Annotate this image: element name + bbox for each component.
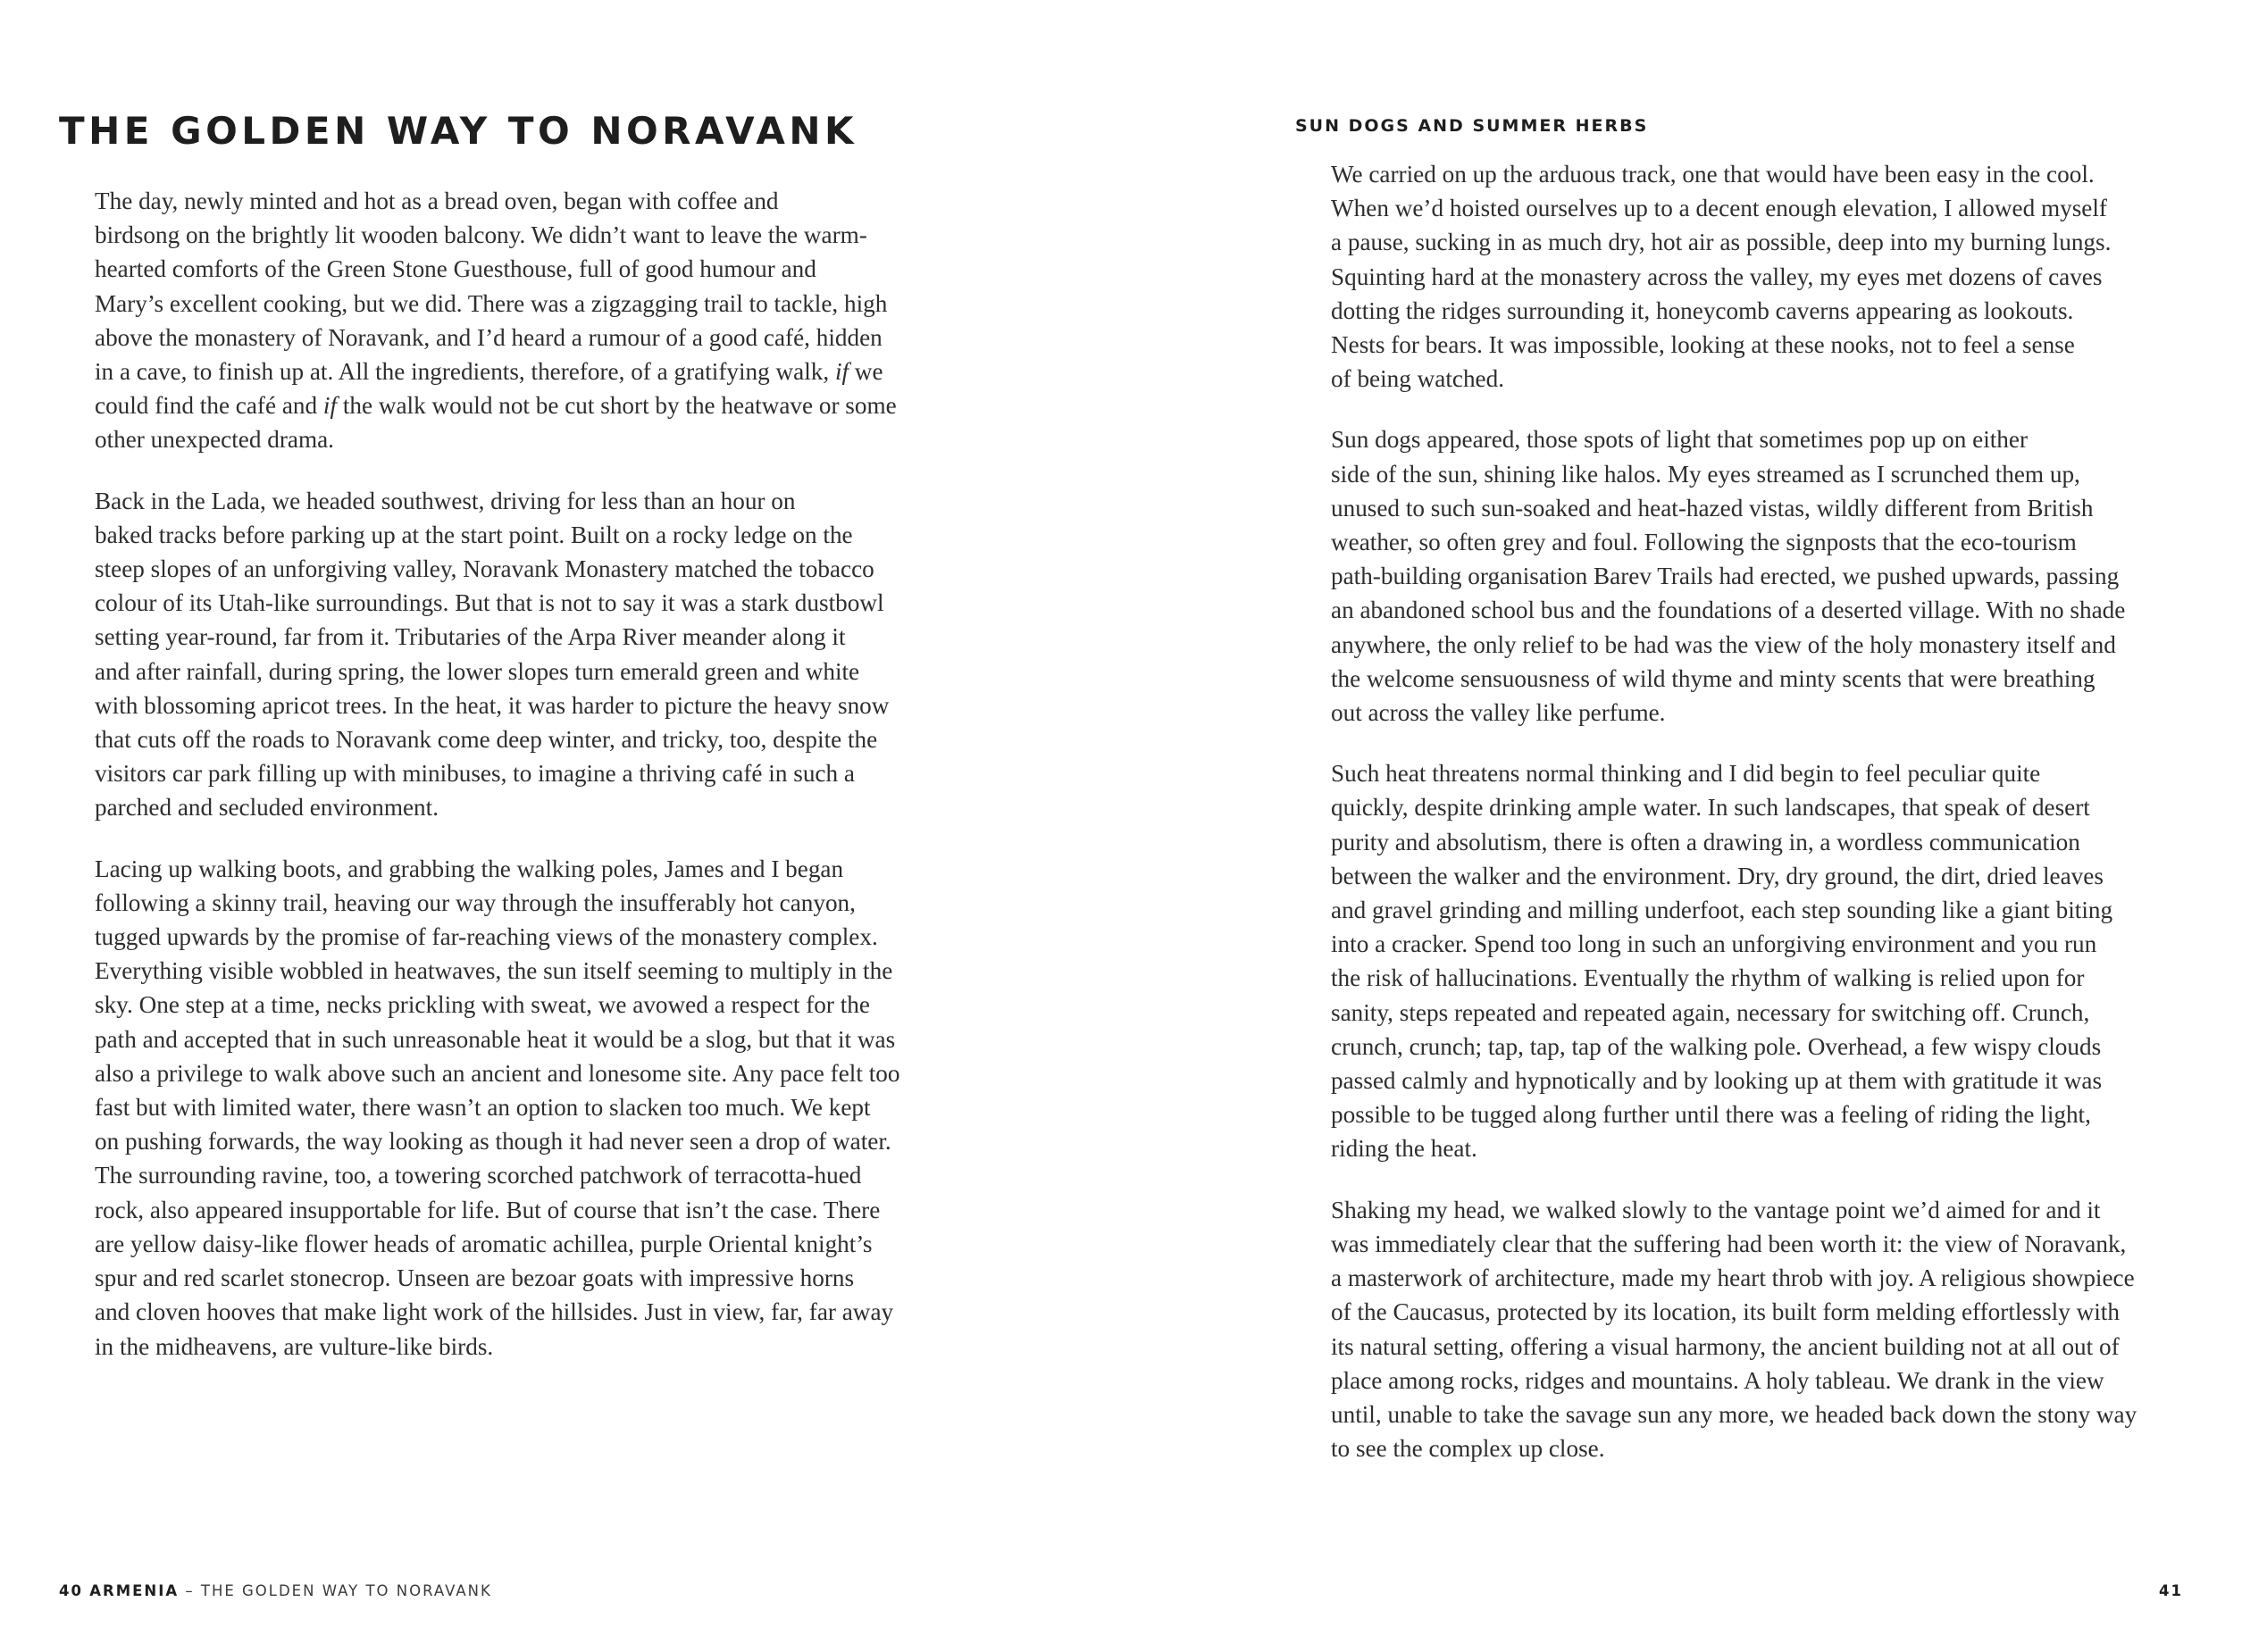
text-line: steep slopes of an unforgiving valley, Noravank Monastery matched the tobacco (95, 555, 874, 583)
text-line: into a cracker. Spend too long in such an unforgiving environment and you run (1331, 930, 2097, 958)
text-line: place among rocks, ridges and mountains. A holy tableau. We drank in the view (1331, 1366, 2104, 1394)
text-line: the welcome sensuousness of wild thyme and minty scents that were breathing (1331, 664, 2096, 692)
text-line: with blossoming apricot trees. In the heat, it was harder to picture the heavy snow (95, 691, 890, 719)
page-number: 40 (59, 1582, 83, 1599)
italic-word: if (322, 392, 338, 420)
text-line: Back in the Lada, we headed southwest, driving for less than an hour on (95, 487, 796, 514)
text-line (59, 388, 952, 422)
text-line: and after rainfall, during spring, the lower slopes turn emerald green and white (95, 657, 860, 685)
text-line: parched and secluded environment. (95, 794, 439, 822)
left-body-text (59, 184, 952, 1390)
chapter-title: THE GOLDEN WAY TO NORAVANK (59, 109, 858, 153)
text-line: purity and absolutism, there is often a drawing in, a wordless communication (1331, 828, 2080, 855)
paragraph (59, 184, 952, 457)
text-line: and gravel grinding and milling underfoot, each step sounding like a giant biting (1331, 897, 2113, 924)
text-line: sky. One step at a time, necks prickling with sweat, we avowed a respect for the (95, 991, 870, 1019)
text-line: birdsong on the brightly lit wooden balcony. We didn’t want to leave the warm- (95, 221, 867, 249)
text-line: Shaking my head, we walked slowly to the vantage point we’d aimed for and it (1331, 1196, 2101, 1223)
page-number: 41 (2159, 1582, 2183, 1599)
footer-separator: – (179, 1582, 201, 1599)
text-line: was immediately clear that the suffering had been worth it: the view of Noravank, (1331, 1230, 2127, 1257)
paragraph (59, 484, 952, 825)
text-line: riding the heat. (1331, 1135, 1477, 1163)
paragraph (1295, 1193, 2188, 1466)
text-line: are yellow daisy-like flower heads of aromatic achillea, purple Oriental knight’s (95, 1230, 873, 1257)
text-line: Such heat threatens normal thinking and I did begin to feel peculiar quite (1331, 760, 2041, 788)
text-line: its natural setting, offering a visual harmony, the ancient building not at all out of (1331, 1332, 2120, 1360)
text-line: in the midheavens, are vulture-like birds. (95, 1332, 494, 1360)
text-line: possible to be tugged along further until there was a feeling of riding the light, (1331, 1101, 2091, 1129)
text-line: of the Caucasus, protected by its location, its built form melding effortlessly with (1331, 1298, 2120, 1326)
text-line: that cuts off the roads to Noravank come deep winter, and tricky, too, despite the (95, 726, 878, 754)
footer-chapter: THE GOLDEN WAY TO NORAVANK (200, 1582, 492, 1599)
footer-country: ARMENIA (89, 1582, 180, 1599)
text-line: side of the sun, shining like halos. My eyes streamed as I scrunched them up, (1331, 460, 2080, 488)
text-line: When we’d hoisted ourselves up to a decent enough elevation, I allowed myself (1331, 195, 2107, 222)
text-line: following a skinny trail, heaving our way through the insufferably hot canyon, (95, 889, 856, 916)
text-line: The surrounding ravine, too, a towering scorched patchwork of terracotta-hued (95, 1162, 862, 1189)
text-line: Sun dogs appeared, those spots of light that sometimes pop up on either (1331, 426, 2029, 454)
right-page (1121, 0, 2242, 1652)
text-line: above the monastery of Noravank, and I’d heard a rumour of a good café, hidden (95, 323, 883, 351)
text-segment: in a cave, to finish up at. All the ingredients, therefore, of a gratifying walk, (95, 358, 835, 386)
text-line: a pause, sucking in as much dry, hot air as possible, deep into my burning lungs. (1331, 229, 2112, 256)
text-line: to see the complex up close. (1331, 1435, 1605, 1463)
page-footer-left (59, 1582, 492, 1599)
text-line (59, 355, 952, 388)
paragraph (59, 852, 952, 1364)
text-line: of being watched. (1331, 365, 1505, 393)
text-line: Lacing up walking boots, and grabbing the walking poles, James and I began (95, 855, 844, 882)
text-line: out across the valley like perfume. (1331, 699, 1666, 727)
text-line: We carried on up the arduous track, one that would have been easy in the cool. (1331, 161, 2095, 188)
text-line: sanity, steps repeated and repeated again, necessary for switching off. Crunch, (1331, 998, 2090, 1026)
text-line: unused to such sun-soaked and heat-hazed vistas, wildly different from British (1331, 494, 2094, 521)
text-line: fast but with limited water, there wasn’t an option to slacken too much. We kept (95, 1094, 871, 1122)
text-line: an abandoned school bus and the foundations of a deserted village. With no shade (1331, 597, 2126, 624)
text-line: anywhere, the only relief to be had was the view of the holy monastery itself and (1331, 630, 2116, 658)
text-line: crunch, crunch; tap, tap, tap of the walking pole. Overhead, a few wispy clouds (1331, 1032, 2102, 1060)
text-line: tugged upwards by the promise of far-reaching views of the monastery complex. (95, 923, 878, 951)
text-line: The day, newly minted and hot as a bread oven, began with coffee and (95, 188, 779, 214)
text-line: dotting the ridges surrounding it, honeycomb caverns appearing as lookouts. (1331, 296, 2074, 324)
text-line: Everything visible wobbled in heatwaves, the sun itself seeming to multiply in the (95, 957, 893, 985)
text-line: a masterwork of architecture, made my heart throb with joy. A religious showpiece (1331, 1264, 2135, 1292)
text-line: colour of its Utah-like surroundings. But that is not to say it was a stark dustbowl (95, 589, 884, 617)
text-line: rock, also appeared insupportable for life. But of course that isn’t the case. There (95, 1196, 881, 1223)
text-line: quickly, despite drinking ample water. In such landscapes, that speak of desert (1331, 794, 2090, 822)
text-line: and cloven hooves that make light work of the hillsides. Just in view, far, far away (95, 1298, 894, 1326)
text-line: passed calmly and hypnotically and by looking up at them with gratitude it was (1331, 1067, 2103, 1095)
text-line: Nests for bears. It was impossible, looking at these nooks, not to feel a sense (1331, 331, 2075, 359)
text-line: setting year-round, far from it. Tributaries of the Arpa River meander along it (95, 623, 846, 651)
paragraph (1295, 157, 2188, 396)
text-line: path-building organisation Barev Trails had erected, we pushed upwards, passing (1331, 563, 2120, 590)
right-body-text (1295, 157, 2188, 1492)
text-line: visitors car park filling up with minibuses, to imagine a thriving café in such a (95, 760, 855, 788)
text-segment: could find the café and (95, 392, 323, 420)
text-segment: we (849, 358, 883, 386)
text-line: Squinting hard at the monastery across the valley, my eyes met dozens of caves (1331, 263, 2103, 290)
text-line: baked tracks before parking up at the start point. Built on a rocky ledge on the (95, 521, 853, 548)
text-line: weather, so often grey and foul. Following the signposts that the eco-tourism (1331, 529, 2077, 556)
text-line: path and accepted that in such unreasonable heat it would be a slog, but that it was (95, 1025, 896, 1053)
text-line: on pushing forwards, the way looking as though it had never seen a drop of water. (95, 1128, 891, 1156)
text-line: Mary’s excellent cooking, but we did. There was a zigzagging trail to tackle, high (95, 289, 888, 317)
text-segment: the walk would not be cut short by the heatwave or some (337, 392, 897, 420)
text-line: between the walker and the environment. Dry, dry ground, the dirt, dried leaves (1331, 862, 2104, 889)
italic-word: if (834, 358, 849, 386)
text-line: also a privilege to walk above such an ancient and lonesome site. Any pace felt too (95, 1059, 900, 1087)
text-line: until, unable to take the savage sun any more, we headed back down the stony way (1331, 1400, 2137, 1428)
paragraph (1295, 422, 2188, 730)
text-line: the risk of hallucinations. Eventually the rhythm of walking is relied upon for (1331, 964, 2085, 992)
text-line: other unexpected drama. (95, 426, 334, 454)
text-line: hearted comforts of the Green Stone Guesthouse, full of good humour and (95, 255, 816, 283)
paragraph (1295, 756, 2188, 1165)
text-line: spur and red scarlet stonecrop. Unseen are bezoar goats with impressive horns (95, 1264, 855, 1292)
section-heading: SUN DOGS AND SUMMER HERBS (1295, 116, 1649, 136)
